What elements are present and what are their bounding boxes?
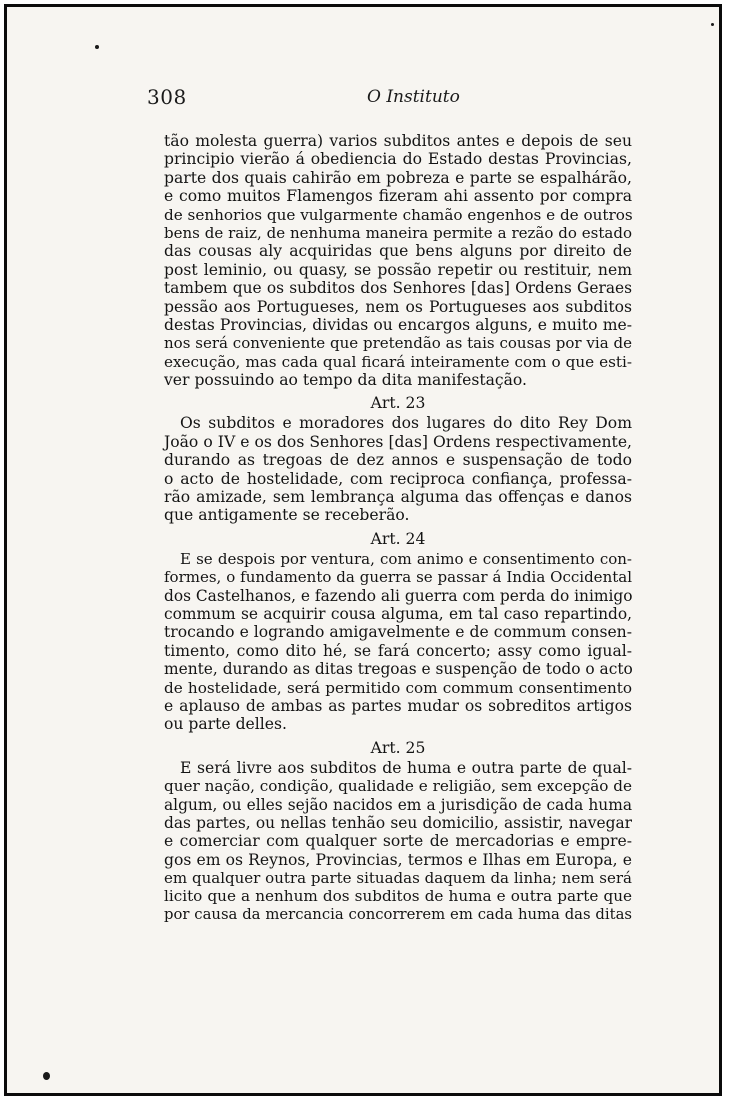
text-line: parte dos quais cahirão em pobreza e parte se espalhárão, <box>164 168 632 187</box>
text-line: tambem que os subditos dos Senhores [das] Ordens Geraes <box>164 279 632 298</box>
ink-speck <box>95 45 99 49</box>
text-line: commum se acquirir cousa alguma, em tal caso repartindo, <box>164 604 632 623</box>
page-number: 308 <box>147 85 187 109</box>
text-line: de senhorios que vulgarmente chamão engenhos e de outros <box>164 205 633 224</box>
text-line: e comerciar com qualquer sorte de mercadorias e empre- <box>164 832 632 851</box>
ink-speck <box>711 23 714 26</box>
text-line: tão molesta guerra) varios subditos antes e depois de seu <box>164 132 632 150</box>
text-line: João o IV e os dos Senhores [das] Ordens respectivamente, <box>164 432 632 451</box>
article-23 <box>164 393 632 524</box>
text-line: rão amizade, sem lembrança alguma das offenças e danos <box>164 488 632 507</box>
text-line: destas Provincias, dividas ou encargos alguns, e muito me- <box>164 315 632 334</box>
article-heading: Art. 23 <box>370 394 426 413</box>
journal-title: O Instituto <box>367 87 460 107</box>
text-line: gos em os Reynos, Provincias, termos e Ilhas em Europa, e <box>164 850 632 869</box>
text-line: de hostelidade, será permitido com commum consentimento <box>164 678 632 697</box>
text-line: principio vierão á obediencia do Estado destas Provincias, <box>164 150 632 169</box>
text-line: trocando e logrando amigavelmente e de commum consen- <box>164 623 632 642</box>
text-line: bens de raiz, de nenhuma maneira permite a rezão do estado <box>164 223 632 242</box>
article-25 <box>164 738 632 925</box>
text-line: e aplauso de ambas as partes mudar os sobreditos artigos <box>164 696 632 715</box>
text-line: licito que a nenhum dos subditos de huma e outra parte que <box>164 887 632 906</box>
text-line: mente, durando as ditas tregoas e suspenção de todo o acto <box>164 660 633 679</box>
text-line: em qualquer outra parte situadas daquem da linha; nem será <box>164 869 632 888</box>
text-line: que antigamente se receberão. <box>164 506 410 525</box>
text-line: E será livre aos subditos de huma e outra parte de qual- <box>180 758 632 777</box>
text-line: formes, o fundamento da guerra se passar á India Occidental <box>164 568 632 587</box>
text-line: ou parte delles. <box>164 715 287 734</box>
text-line: durando as tregoas de dez annos e suspensação de todo <box>164 451 632 470</box>
text-line: execução, mas cada qual ficará inteiramente com o que esti- <box>164 352 632 371</box>
text-line: nos será conveniente que pretendão as tais cousas por via de <box>164 334 632 353</box>
text-line: timento, como dito hé, se fará concerto; assy como igual- <box>164 641 632 660</box>
text-line: E se despois por ventura, com animo e consentimento con- <box>180 549 632 568</box>
paragraph-continuation <box>164 132 632 389</box>
text-line: quer nação, condição, qualidade e religião, sem excepção de <box>164 777 632 796</box>
article-heading: Art. 24 <box>370 529 426 548</box>
text-line: das cousas aly acquiridas que bens alguns por direito de <box>164 242 632 261</box>
text-line: pessão aos Portugueses, nem os Portugueses aos subditos <box>164 297 632 316</box>
text-line: algum, ou elles sejão nacidos em a jurisdição de cada huma <box>164 795 632 814</box>
text-line: post leminio, ou quasy, se possão repetir ou restituir, nem <box>164 260 632 279</box>
text-line: Os subditos e moradores dos lugares do dito Rey Dom <box>180 414 632 433</box>
running-head <box>147 85 622 113</box>
text-line: por causa da mercancia concorrerem em cada huma das ditas <box>164 905 632 923</box>
article-24 <box>164 529 632 734</box>
body-text <box>164 132 632 924</box>
ink-speck <box>43 1072 50 1080</box>
text-line: das partes, ou nellas tenhão seu domicilio, assistir, navegar <box>164 813 632 832</box>
text-line: e como muitos Flamengos fizeram ahi assento por compra <box>164 187 632 206</box>
text-line: o acto de hostelidade, com reciproca confiança, professa- <box>164 469 632 488</box>
article-heading: Art. 25 <box>370 738 426 757</box>
book-page <box>4 4 722 1096</box>
text-line: dos Castelhanos, e fazendo ali guerra com perda do inimigo <box>164 586 633 605</box>
text-line: ver possuindo ao tempo da dita manifestação. <box>164 371 527 390</box>
